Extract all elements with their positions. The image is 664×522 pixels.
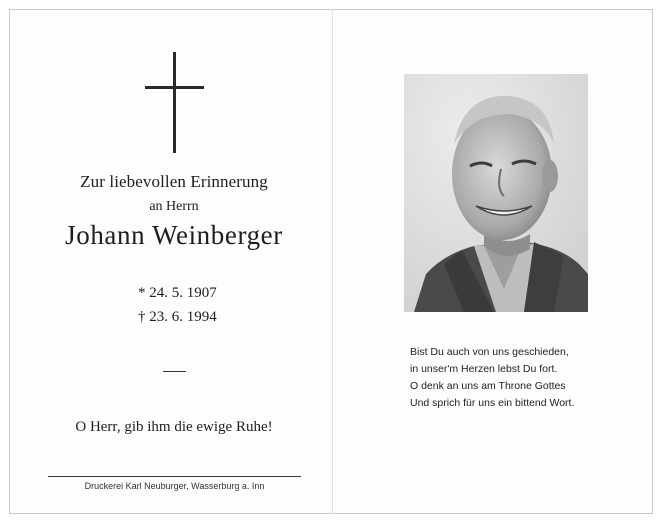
separator-dash xyxy=(163,371,186,372)
printer-rule xyxy=(48,476,301,477)
printer-credit: Druckerei Karl Neuburger, Wasserburg a. Inn xyxy=(84,481,265,491)
prayer-line: O Herr, gib ihm die ewige Ruhe! xyxy=(75,419,273,435)
poem-line: Und sprich für uns ein bittend Wort. xyxy=(410,397,575,409)
card-fold-line xyxy=(332,9,333,514)
deceased-name: Johann Weinberger xyxy=(65,220,283,250)
poem-line: O denk an uns am Throne Gottes xyxy=(410,380,566,392)
poem-line: Bist Du auch von uns geschieden, xyxy=(410,346,569,358)
cross-vertical-bar xyxy=(173,52,176,153)
poem-line: in unser'm Herzen lebst Du fort. xyxy=(410,363,558,375)
death-date: † 23. 6. 1994 xyxy=(138,309,217,325)
memorial-heading: Zur liebevollen Erinnerung xyxy=(80,172,268,191)
portrait-illustration xyxy=(404,74,588,312)
cross-horizontal-bar xyxy=(145,86,204,89)
birth-date: * 24. 5. 1907 xyxy=(138,285,217,301)
portrait-photo xyxy=(404,74,588,312)
memorial-poem xyxy=(410,344,574,412)
salutation: an Herrn xyxy=(149,199,199,214)
